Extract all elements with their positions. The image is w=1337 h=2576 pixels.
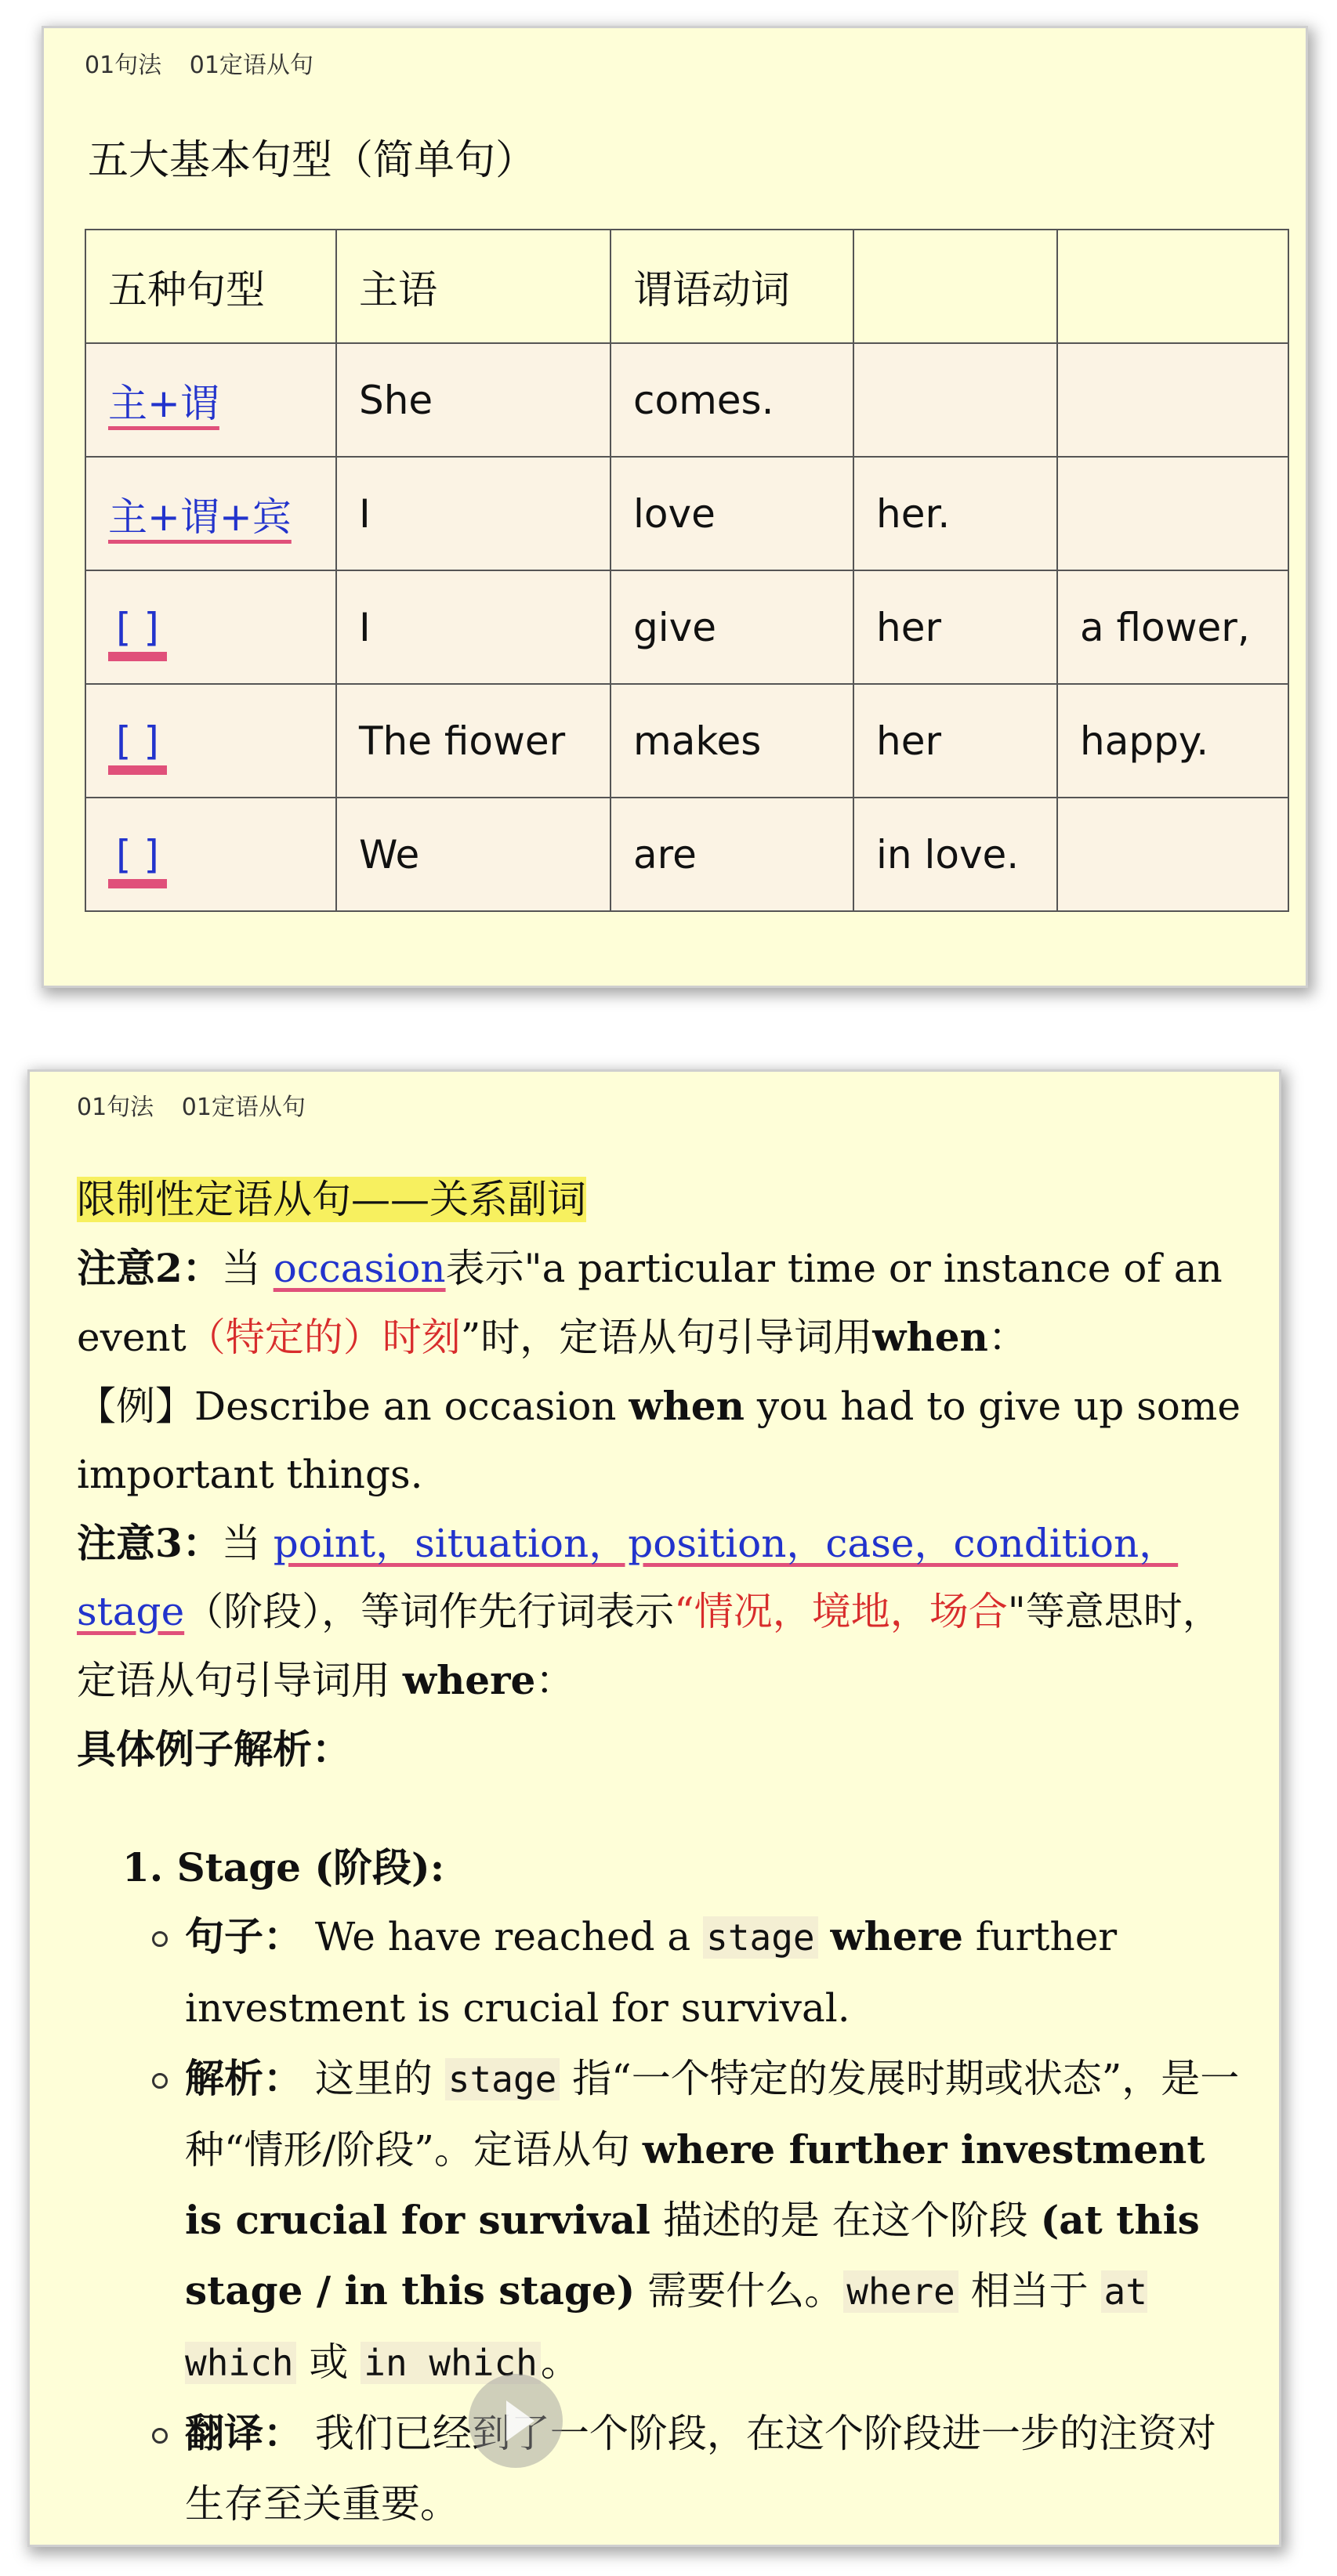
table-cell: comes. [611, 343, 853, 457]
table-header-cell: 五种句型 [85, 230, 336, 343]
item-label: 句子： [185, 1913, 303, 1959]
pattern-type-cell [85, 684, 336, 798]
note-text: 表示"a particular time or instance of an event [77, 1246, 1223, 1360]
vocab-link-occasion[interactable]: occasion [273, 1246, 446, 1291]
breadcrumb-item[interactable]: 01定语从句 [181, 1094, 306, 1121]
note-text: （阶段），等词作先行词表示 [184, 1589, 675, 1634]
page-title: 五大基本句型（简单句） [88, 137, 537, 184]
table-cell [853, 343, 1057, 457]
note-text: 当 [221, 1246, 274, 1291]
table-cell [1057, 457, 1288, 570]
item-text: We have reached a [303, 1914, 704, 1959]
item-text: 相当于 [958, 2268, 1101, 2314]
pattern-type-link[interactable]: 主+谓 [108, 380, 219, 426]
table-cell: She [336, 343, 611, 457]
pattern-type-cell [85, 570, 336, 684]
slide-card-sentence-patterns [44, 28, 1306, 986]
item-label: 翻译： [185, 2410, 303, 2456]
table-header-cell: 主语 [336, 230, 611, 343]
cloze-blank[interactable]: [ ] [108, 605, 167, 650]
table-cell: I [336, 457, 611, 570]
table-header-cell [853, 230, 1057, 343]
table-cell: I [336, 570, 611, 684]
note-text: ”时，定语从句引导词用 [460, 1315, 873, 1360]
table-cell [1057, 798, 1288, 911]
table-cell: We [336, 798, 611, 911]
table-cell: in love. [853, 798, 1057, 911]
example-paragraph [77, 1372, 1245, 1509]
bold-phrase: (at this stage / in this stage) [185, 2197, 1200, 2314]
keyword-when: when [872, 1314, 988, 1360]
table-cell: her [853, 570, 1057, 684]
item-text: 需要什么。 [635, 2268, 844, 2314]
note-label: 注意3： [77, 1520, 222, 1566]
inline-code: at which [185, 2270, 1147, 2384]
example-text: Describe an occasion [194, 1384, 629, 1429]
inline-code: where [843, 2270, 958, 2313]
keyword-where: where [830, 1913, 963, 1959]
item-text: further investment is crucial for survival. [185, 1914, 1118, 2031]
table-cell: her [853, 684, 1057, 798]
item-text: 或 [296, 2339, 361, 2385]
section-title [77, 1166, 1245, 1234]
sentence-pattern-table [85, 229, 1289, 912]
item-label: 解析： [185, 2055, 303, 2101]
table-cell: are [611, 798, 853, 911]
breadcrumb-item[interactable]: 01句法 [85, 52, 162, 79]
note-2-paragraph [77, 1234, 1245, 1372]
pattern-type-cell [85, 343, 336, 457]
analysis-heading: 具体例子解析： [77, 1726, 351, 1772]
table-cell: love [611, 457, 853, 570]
note-text: ： [535, 1658, 575, 1703]
inline-code: stage [445, 2058, 560, 2100]
item-text: 描述的是 在这个阶段 [650, 2198, 1041, 2243]
table-cell: her. [853, 457, 1057, 570]
cloze-blank[interactable]: [ ] [108, 832, 167, 877]
breadcrumb-item[interactable]: 01定语从句 [189, 52, 313, 79]
slide-card-relative-adverbs [30, 1072, 1279, 2545]
keyword-where: where [402, 1657, 536, 1703]
pattern-type-cell [85, 798, 336, 911]
inline-code: stage [703, 1916, 817, 1959]
cloze-blank[interactable]: [ ] [108, 718, 167, 764]
table-cell: a flower, [1057, 570, 1288, 684]
list-item-sentence [185, 1901, 1245, 2043]
inline-code: in which [361, 2342, 541, 2384]
note-content [77, 1166, 1245, 2539]
breadcrumb-item[interactable]: 01句法 [77, 1094, 154, 1121]
table-row [85, 343, 1288, 457]
note-3-paragraph [77, 1509, 1245, 1715]
table-cell: happy. [1057, 684, 1288, 798]
table-row [85, 457, 1288, 570]
item-text: 这里的 [303, 2056, 445, 2101]
table-cell [1057, 343, 1288, 457]
table-header-cell: 谓语动词 [611, 230, 853, 343]
keyword-when: when [629, 1383, 745, 1429]
breadcrumb [77, 1087, 326, 1122]
table-cell: give [611, 570, 853, 684]
vocab-link-list[interactable]: point，situation，position，case，condition， [273, 1521, 1179, 1566]
vocab-link-stage[interactable]: stage [77, 1589, 185, 1634]
red-emphasis: “情况，境地，场合 [674, 1589, 1008, 1634]
note-label: 注意2： [77, 1245, 222, 1291]
table-row [85, 684, 1288, 798]
red-emphasis: （特定的）时刻 [186, 1315, 461, 1360]
play-icon[interactable] [469, 2374, 563, 2468]
item-text: 我们已经到了一个阶段，在这个阶段进一步的注资对生存至关重要。 [185, 2411, 1216, 2527]
highlighted-title: 限制性定语从句——关系副词 [77, 1177, 586, 1222]
example-label: 【例】 [77, 1384, 194, 1429]
item-text: 指“一个特定的发展时期或状态”，是一种“情形/阶段”。定语从句 [185, 2056, 1240, 2173]
spacer [77, 1783, 1245, 1833]
note-text: ： [987, 1315, 1027, 1360]
list-item-title: 1. Stage (阶段): [122, 1844, 445, 1890]
example-text: you had to give up some important things. [77, 1384, 1241, 1497]
table-cell: makes [611, 684, 853, 798]
sub-list [77, 1901, 1245, 2539]
item-text: 。 [540, 2339, 580, 2385]
breadcrumb [85, 45, 334, 80]
bold-clause: where further investment is crucial for survival [185, 2126, 1205, 2243]
table-row [85, 798, 1288, 911]
pattern-type-cell [85, 457, 336, 570]
note-text: 当 [221, 1521, 274, 1566]
table-cell: The fiower [336, 684, 611, 798]
list-item-analysis [185, 2043, 1245, 2398]
table-row [85, 570, 1288, 684]
note-text: "等意思时，定语从句引导词用 [77, 1589, 1222, 1703]
pattern-type-link[interactable]: 主+谓+宾 [108, 494, 292, 540]
list-item-translation [185, 2398, 1245, 2539]
table-header-cell [1057, 230, 1288, 343]
table-header-row [85, 230, 1288, 343]
